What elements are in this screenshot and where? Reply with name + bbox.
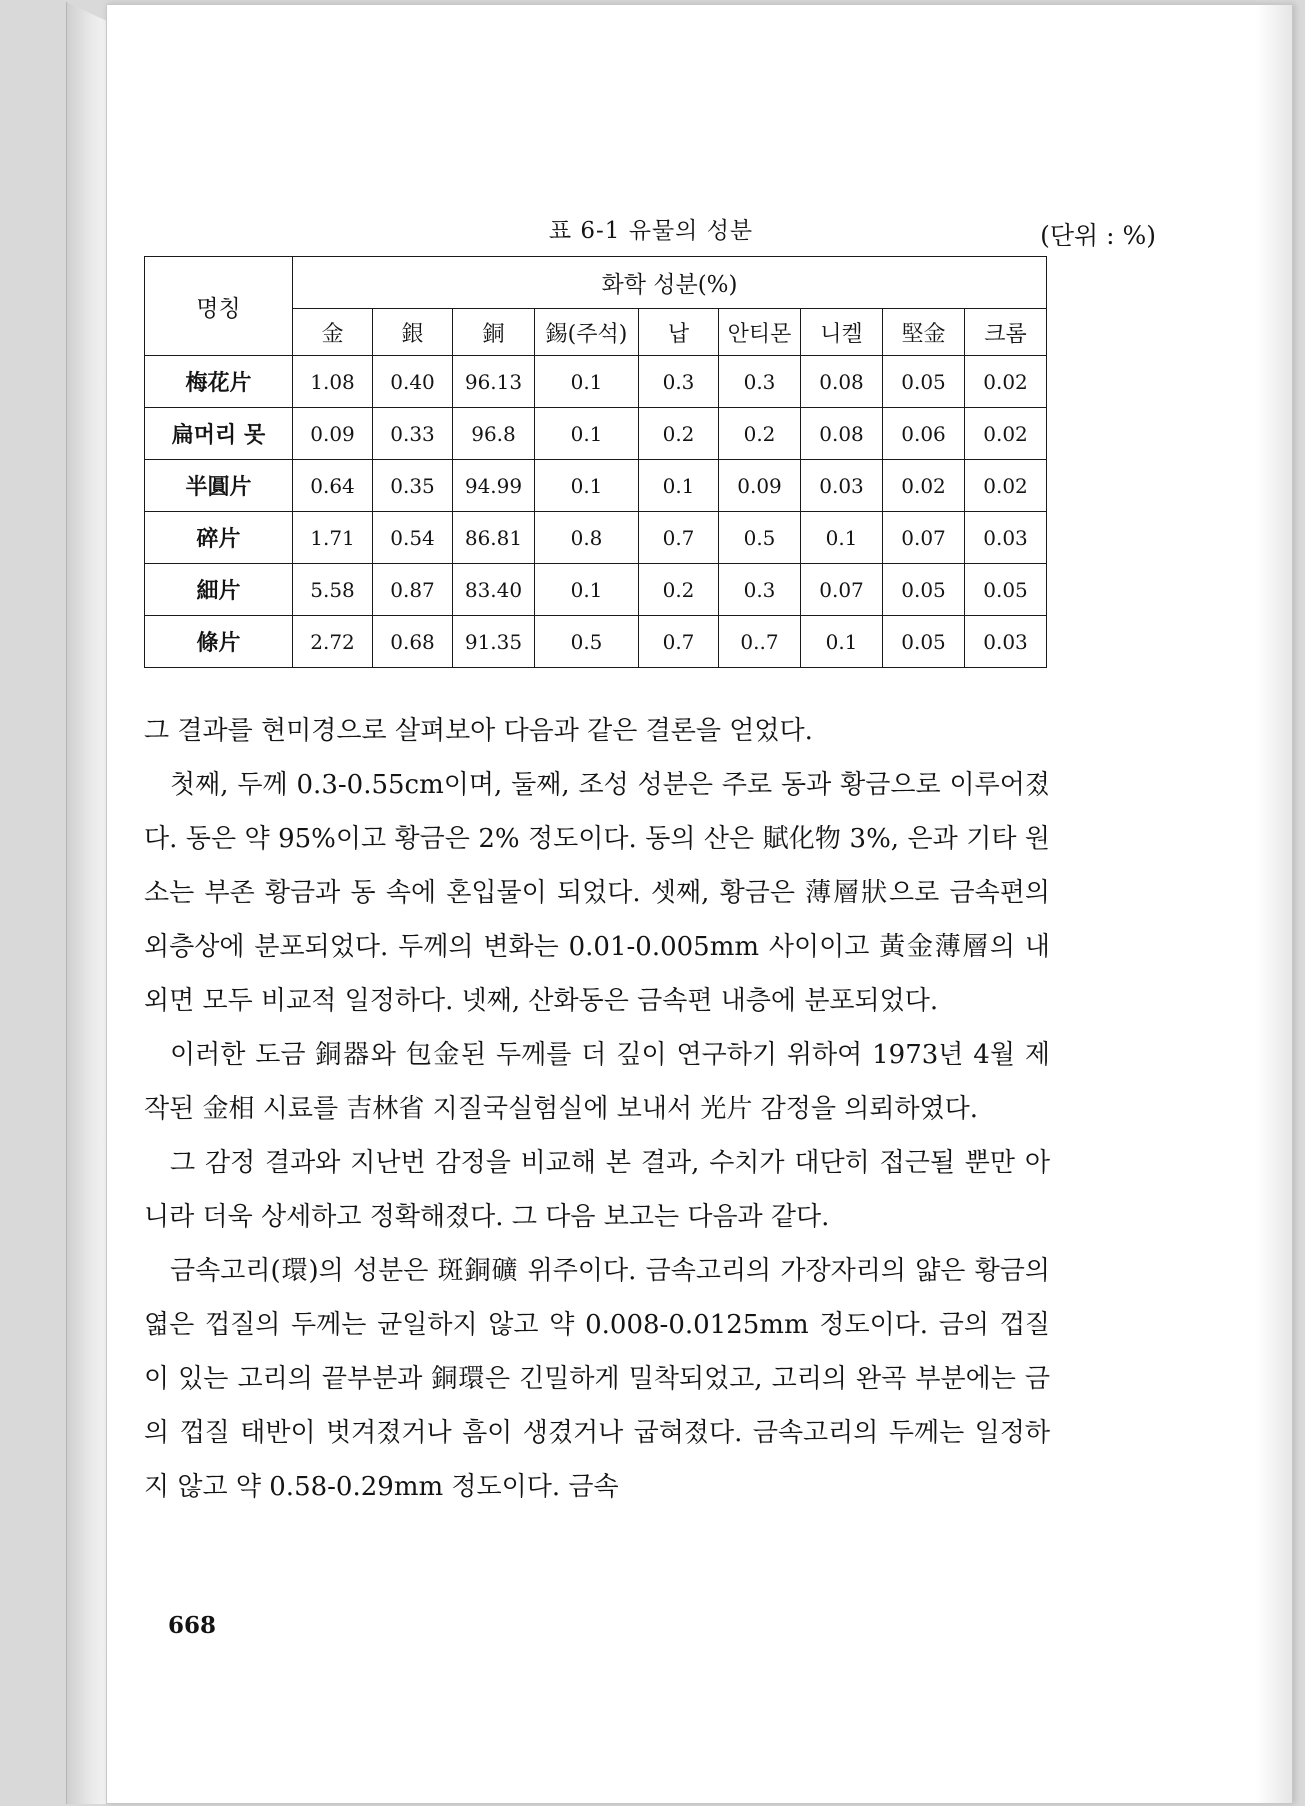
table-cell: 96.13 xyxy=(453,356,535,408)
table-cell: 0.35 xyxy=(373,460,453,512)
element-header: 堅金 xyxy=(883,309,965,356)
page-number: 668 xyxy=(168,1612,217,1639)
element-header: 납 xyxy=(639,309,719,356)
table-cell: 0.05 xyxy=(965,564,1047,616)
row-name: 梅花片 xyxy=(145,356,293,408)
table-cell: 0.40 xyxy=(373,356,453,408)
table-cell: 0.68 xyxy=(373,616,453,668)
table-cell: 0.33 xyxy=(373,408,453,460)
table-cell: 0.1 xyxy=(535,564,639,616)
element-header: 안티몬 xyxy=(719,309,801,356)
table-title: 표 6-1 유물의 성분 xyxy=(548,218,754,244)
table-cell: 0.1 xyxy=(801,616,883,668)
table-cell: 0.7 xyxy=(639,616,719,668)
table-row xyxy=(145,356,1047,408)
table-cell: 0.05 xyxy=(883,356,965,408)
element-header: 크롬 xyxy=(965,309,1047,356)
table-cell: 0.05 xyxy=(883,616,965,668)
table-cell: 0.05 xyxy=(883,564,965,616)
row-name: 扁머리 못 xyxy=(145,408,293,460)
element-header: 金 xyxy=(293,309,373,356)
chemical-composition-header: 화학 성분(%) xyxy=(293,257,1047,309)
table-cell: 0.2 xyxy=(639,408,719,460)
table-cell: 0.3 xyxy=(639,356,719,408)
table-cell: 1.71 xyxy=(293,512,373,564)
table-cell: 0..7 xyxy=(719,616,801,668)
table-row xyxy=(145,460,1047,512)
table-cell: 0.09 xyxy=(293,408,373,460)
table-cell: 0.03 xyxy=(801,460,883,512)
paragraph: 그 결과를 현미경으로 살펴보아 다음과 같은 결론을 얻었다. xyxy=(144,716,813,746)
paragraph: 첫째, 두께 0.3-0.55cm이며, 둘째, 조성 성분은 주로 동과 황금으로 이루어졌다. 동은 약 95%이고 황금은 2% 정도이다. 동의 산은 賦化物 3%, 은과 기타 원소는 부존 황금과 동 속에 혼입물이 되었다. 셋째, 황금은 薄層狀으로 금속편의 외층상에 분포되었다. 두께의 변화는 0.01-0.005mm 사이이고 黃金薄層의 내외면 모두 비교적 일정하다. 넷째, 산화동은 금속편 내층에 분포되었다. xyxy=(144,770,1050,1016)
table-cell: 86.81 xyxy=(453,512,535,564)
paragraph: 그 감정 결과와 지난번 감정을 비교해 본 결과, 수치가 대단히 접근될 뿐만 아니라 더욱 상세하고 정확해졌다. 그 다음 보고는 다음과 같다. xyxy=(144,1148,1050,1232)
table-cell: 94.99 xyxy=(453,460,535,512)
table-cell: 0.7 xyxy=(639,512,719,564)
table-cell: 0.07 xyxy=(883,512,965,564)
table-cell: 91.35 xyxy=(453,616,535,668)
table-cell: 0.1 xyxy=(535,356,639,408)
table-cell: 0.5 xyxy=(535,616,639,668)
table-row xyxy=(145,616,1047,668)
row-name: 細片 xyxy=(145,564,293,616)
table-cell: 96.8 xyxy=(453,408,535,460)
element-header: 銅 xyxy=(453,309,535,356)
paragraph: 이러한 도금 銅器와 包金된 두께를 더 깊이 연구하기 위하여 1973년 4월 제작된 金相 시료를 吉林省 지질국실험실에 보내서 光片 감정을 의뢰하였다. xyxy=(144,1040,1050,1124)
table-row xyxy=(145,408,1047,460)
table-cell: 0.2 xyxy=(719,408,801,460)
paragraph: 금속고리(環)의 성분은 斑銅礦 위주이다. 금속고리의 가장자리의 얇은 황금의 엷은 껍질의 두께는 균일하지 않고 약 0.008-0.0125mm 정도이다. 금의 껍질이 있는 고리의 끝부분과 銅環은 긴밀하게 밀착되었고, 고리의 완곡 부분에는 금의 껍질 태반이 벗겨졌거나 흠이 생겼거나 굽혀졌다. 금속고리의 두께는 일정하지 않고 약 0.58-0.29mm 정도이다. 금속 xyxy=(144,1256,1050,1502)
table-cell: 0.64 xyxy=(293,460,373,512)
row-name: 條片 xyxy=(145,616,293,668)
table-cell: 0.02 xyxy=(965,356,1047,408)
page-edge-shadow xyxy=(1256,5,1292,1803)
table-cell: 0.5 xyxy=(719,512,801,564)
table-cell: 5.58 xyxy=(293,564,373,616)
table-cell: 0.02 xyxy=(883,460,965,512)
table-unit: (단위 : %) xyxy=(1040,221,1156,250)
table-row xyxy=(145,564,1047,616)
table-cell: 0.08 xyxy=(801,408,883,460)
table-cell: 0.54 xyxy=(373,512,453,564)
row-name: 半圓片 xyxy=(145,460,293,512)
table-cell: 0.1 xyxy=(535,408,639,460)
table-cell: 0.1 xyxy=(535,460,639,512)
table-cell: 0.1 xyxy=(639,460,719,512)
table-cell: 0.8 xyxy=(535,512,639,564)
body-text xyxy=(144,704,1050,1514)
table-cell: 1.08 xyxy=(293,356,373,408)
table-cell: 0.09 xyxy=(719,460,801,512)
table-cell: 0.3 xyxy=(719,356,801,408)
table-cell: 0.02 xyxy=(965,408,1047,460)
table-cell: 0.87 xyxy=(373,564,453,616)
table-body xyxy=(145,356,1047,668)
table-cell: 0.1 xyxy=(801,512,883,564)
element-header: 니켈 xyxy=(801,309,883,356)
composition-table xyxy=(144,256,1047,668)
name-column-header: 명칭 xyxy=(145,257,293,356)
row-name: 碎片 xyxy=(145,512,293,564)
table-cell: 0.03 xyxy=(965,512,1047,564)
table-caption xyxy=(146,210,1156,250)
table-cell: 0.08 xyxy=(801,356,883,408)
table-cell: 0.03 xyxy=(965,616,1047,668)
table-cell: 0.3 xyxy=(719,564,801,616)
table-cell: 0.2 xyxy=(639,564,719,616)
element-header: 錫(주석) xyxy=(535,309,639,356)
table-cell: 83.40 xyxy=(453,564,535,616)
table-cell: 2.72 xyxy=(293,616,373,668)
table-cell: 0.06 xyxy=(883,408,965,460)
table-row xyxy=(145,512,1047,564)
element-header: 銀 xyxy=(373,309,453,356)
book-spine xyxy=(66,2,109,1804)
table-cell: 0.07 xyxy=(801,564,883,616)
table-cell: 0.02 xyxy=(965,460,1047,512)
